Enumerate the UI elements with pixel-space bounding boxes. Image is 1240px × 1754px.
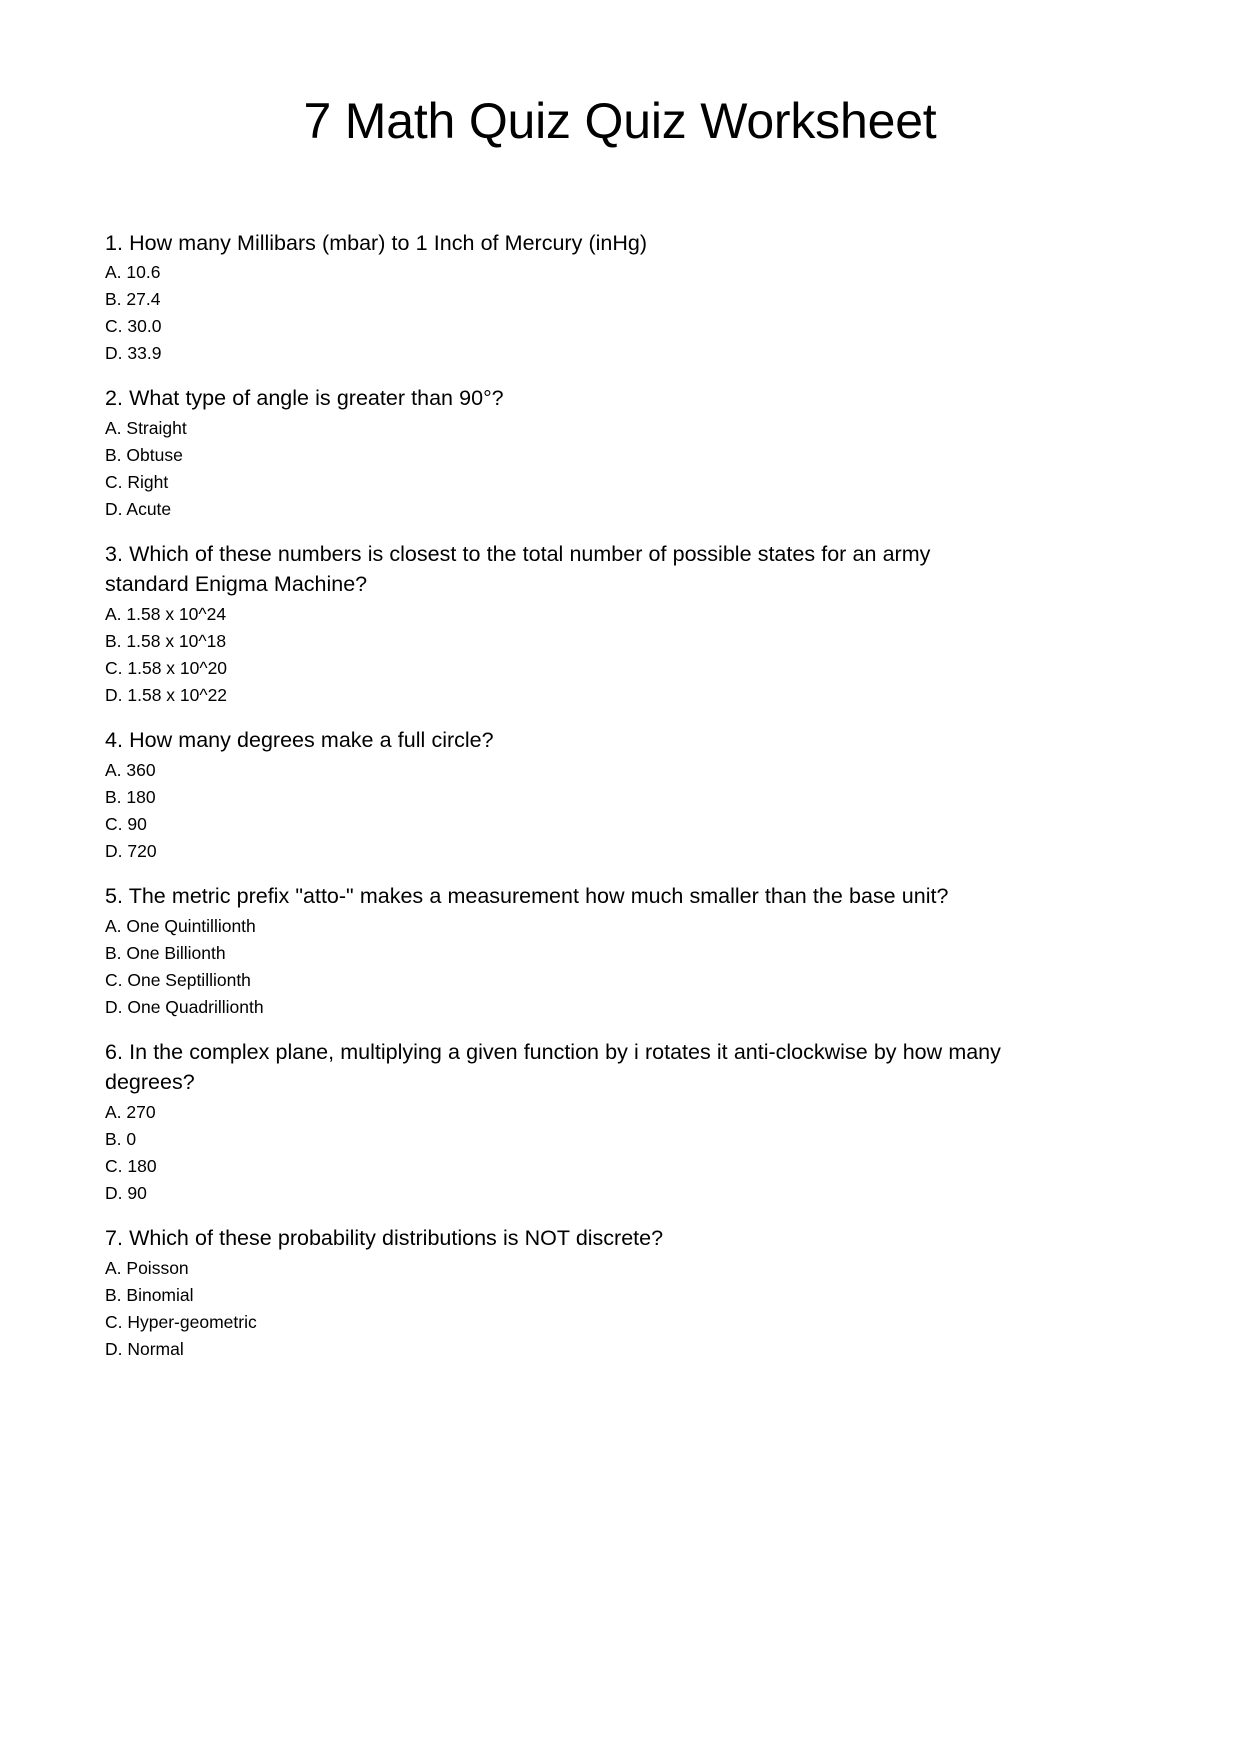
option-item[interactable]: A. Poisson [105,1258,189,1278]
question-text: 6. In the complex plane, multiplying a given function by i rotates it anti-clockwise by how many degrees? [105,1040,1001,1094]
option-item[interactable]: D. 1.58 x 10^22 [105,685,228,705]
option-item[interactable]: C. Right [105,472,169,492]
option-list [105,913,1005,1021]
option-item[interactable]: B. 1.58 x 10^18 [105,631,227,651]
option-item[interactable]: B. 0 [105,1129,137,1149]
option-item[interactable]: B. Obtuse [105,445,183,465]
question-text: 5. The metric prefix "atto-" makes a measurement how much smaller than the base unit? [105,884,949,908]
option-item[interactable]: B. Binomial [105,1285,194,1305]
option-list [105,1255,1005,1363]
option-item[interactable]: C. One Septillionth [105,970,251,990]
question-text: 4. How many degrees make a full circle? [105,728,494,752]
option-list [105,415,1005,523]
option-item[interactable]: C. 30.0 [105,316,162,336]
option-item[interactable]: B. 27.4 [105,289,161,309]
option-item[interactable]: A. 1.58 x 10^24 [105,604,227,624]
question-block [105,1223,1005,1363]
question-block [105,881,1005,1021]
option-item[interactable]: D. 33.9 [105,343,162,363]
question-list [105,228,1005,1379]
option-item[interactable]: A. 270 [105,1102,156,1122]
option-item[interactable]: D. One Quadrillionth [105,997,264,1017]
option-item[interactable]: B. 180 [105,787,156,807]
question-block [105,228,1005,367]
option-list [105,1099,1005,1207]
option-item[interactable]: A. 360 [105,760,156,780]
question-block [105,383,1005,523]
option-item[interactable]: D. Acute [105,499,172,519]
question-text: 3. Which of these numbers is closest to the total number of possible states for an army standard Enigma Machine? [105,542,931,596]
option-item[interactable]: C. 180 [105,1156,157,1176]
option-list [105,601,1005,709]
option-item[interactable]: D. Normal [105,1339,184,1359]
option-item[interactable]: B. One Billionth [105,943,226,963]
question-text: 2. What type of angle is greater than 90°? [105,386,504,410]
question-text: 1. How many Millibars (mbar) to 1 Inch of Mercury (inHg) [105,231,648,255]
option-item[interactable]: A. 10.6 [105,262,161,282]
option-item[interactable]: D. 720 [105,841,157,861]
option-item[interactable]: A. One Quintillionth [105,916,256,936]
option-list [105,259,1005,367]
option-item[interactable]: D. 90 [105,1183,147,1203]
question-block [105,1037,1005,1207]
option-item[interactable]: C. 90 [105,814,147,834]
question-text: 7. Which of these probability distributions is NOT discrete? [105,1226,664,1250]
option-item[interactable]: A. Straight [105,418,187,438]
option-item[interactable]: C. Hyper-geometric [105,1312,257,1332]
page-title: 7 Math Quiz Quiz Worksheet [303,92,937,149]
option-item[interactable]: C. 1.58 x 10^20 [105,658,228,678]
question-block [105,725,1005,865]
option-list [105,757,1005,865]
question-block [105,539,1005,709]
